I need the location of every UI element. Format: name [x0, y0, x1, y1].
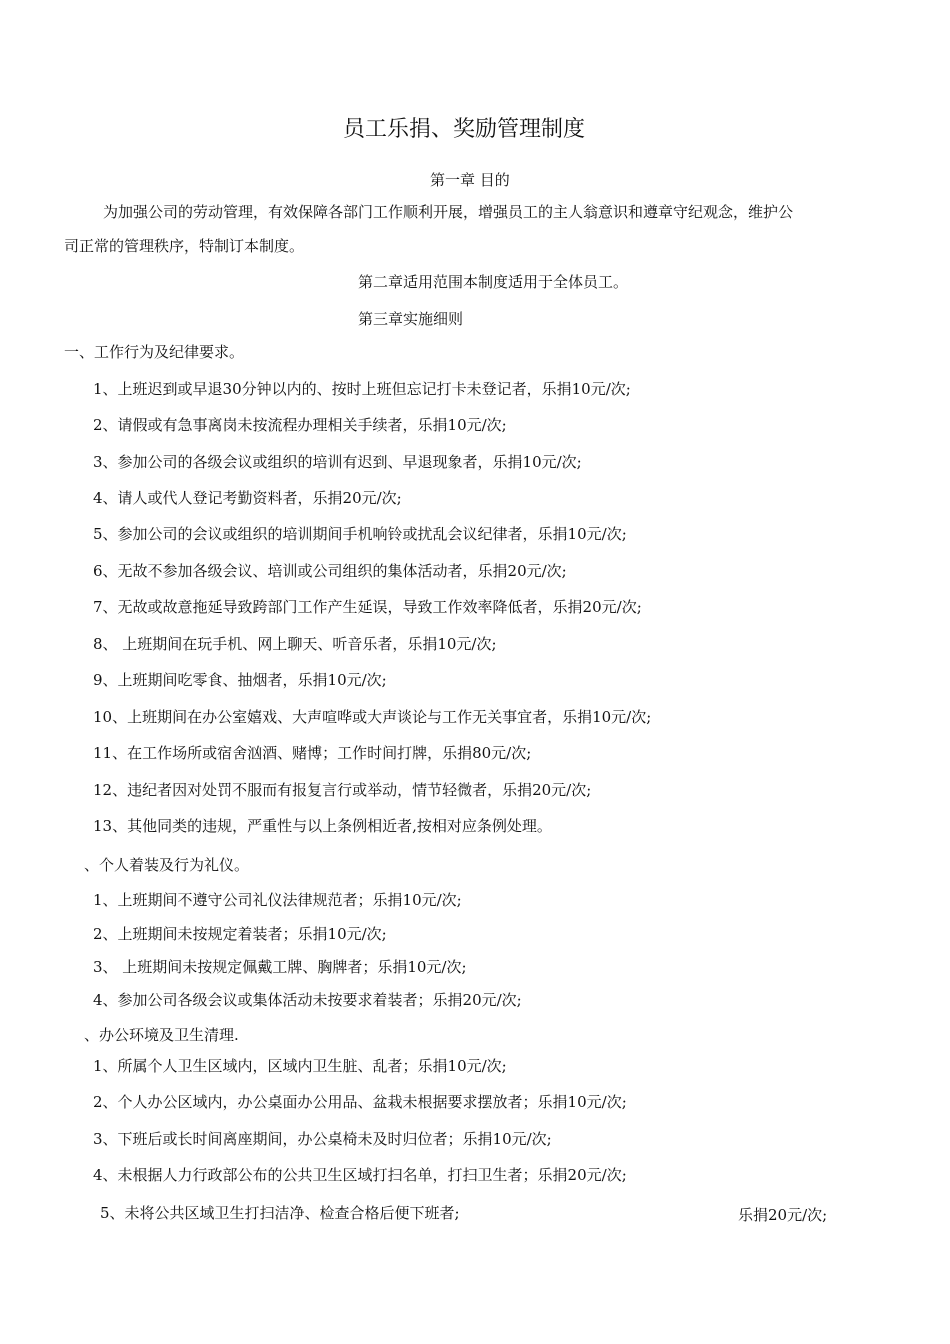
list-item: 12、违纪者因对处罚不服而有报复言行或举动，情节轻微者，乐捐20元/次; — [93, 781, 592, 799]
list-item: 5、参加公司的会议或组织的培训期间手机响铃或扰乱会议纪律者，乐捐10元/次; — [93, 525, 627, 543]
list-item: 4、参加公司各级会议或集体活动未按要求着装者；乐捐20元/次; — [93, 991, 522, 1009]
list-item: 6、无故不参加各级会议、培训或公司组织的集体活动者，乐捐20元/次; — [93, 562, 567, 580]
list-item: 3、参加公司的各级会议或组织的培训有迟到、早退现象者，乐捐10元/次; — [93, 453, 582, 471]
list-item: 1、上班迟到或早退30分钟以内的、按时上班但忘记打卡未登记者，乐捐10元/次; — [93, 380, 631, 398]
list-item: 1、所属个人卫生区域内，区域内卫生脏、乱者；乐捐10元/次; — [93, 1057, 507, 1075]
list-item: 2、上班期间未按规定着装者；乐捐10元/次; — [93, 925, 387, 943]
section-3-heading: 、办公环境及卫生清理. — [84, 1026, 239, 1044]
document-title: 员工乐捐、奖励管理制度 — [343, 117, 586, 142]
list-item: 10、上班期间在办公室嬉戏、大声喧哗或大声谈论与工作无关事宜者，乐捐10元/次; — [93, 708, 652, 726]
list-item: 5、未将公共区域卫生打扫洁净、检查合格后便下班者; — [100, 1204, 460, 1222]
list-item: 4、请人或代人登记考勤资料者，乐捐20元/次; — [93, 489, 402, 507]
list-item: 3、 上班期间未按规定佩戴工牌、胸牌者；乐捐10元/次; — [93, 958, 467, 976]
list-item: 8、 上班期间在玩手机、网上聊天、听音乐者，乐捐10元/次; — [93, 635, 497, 653]
list-item: 13、其他同类的违规，严重性与以上条例相近者,按相对应条例处理。 — [93, 817, 552, 835]
chapter-1-heading: 第一章 目的 — [430, 171, 510, 189]
chapter-1-paragraph-line-2: 司正常的管理秩序，特制订本制度。 — [64, 237, 305, 255]
list-item-penalty: 乐捐20元/次; — [738, 1206, 828, 1224]
list-item: 1、上班期间不遵守公司礼仪法律规范者；乐捐10元/次; — [93, 891, 462, 909]
list-item: 11、在工作场所或宿舍汹酒、赌博；工作时间打牌，乐捐80元/次; — [93, 744, 532, 762]
list-item: 9、上班期间吃零食、抽烟者，乐捐10元/次; — [93, 671, 387, 689]
section-2-heading: 、个人着装及行为礼仪。 — [84, 856, 250, 874]
chapter-1-paragraph-line-1: 为加强公司的劳动管理，有效保障各部门工作顺利开展，增强员工的主人翁意识和遵章守纪观念，维护公 — [103, 203, 794, 221]
list-item: 3、下班后或长时间离座期间，办公桌椅未及时归位者；乐捐10元/次; — [93, 1130, 552, 1148]
section-1-heading: 一、工作行为及纪律要求。 — [64, 343, 245, 361]
list-item: 4、未根据人力行政部公布的公共卫生区域打扫名单，打扫卫生者；乐捐20元/次; — [93, 1166, 627, 1184]
list-item: 2、请假或有急事离岗未按流程办理相关手续者，乐捐10元/次; — [93, 416, 507, 434]
list-item: 7、无故或故意拖延导致跨部门工作产生延误，导致工作效率降低者，乐捐20元/次; — [93, 598, 642, 616]
chapter-3-heading: 第三章实施细则 — [358, 310, 464, 328]
chapter-2-heading: 第二章适用范围本制度适用于全体员工。 — [358, 273, 629, 291]
list-item: 2、个人办公区域内，办公桌面办公用品、盆栽未根据要求摆放者；乐捐10元/次; — [93, 1093, 627, 1111]
